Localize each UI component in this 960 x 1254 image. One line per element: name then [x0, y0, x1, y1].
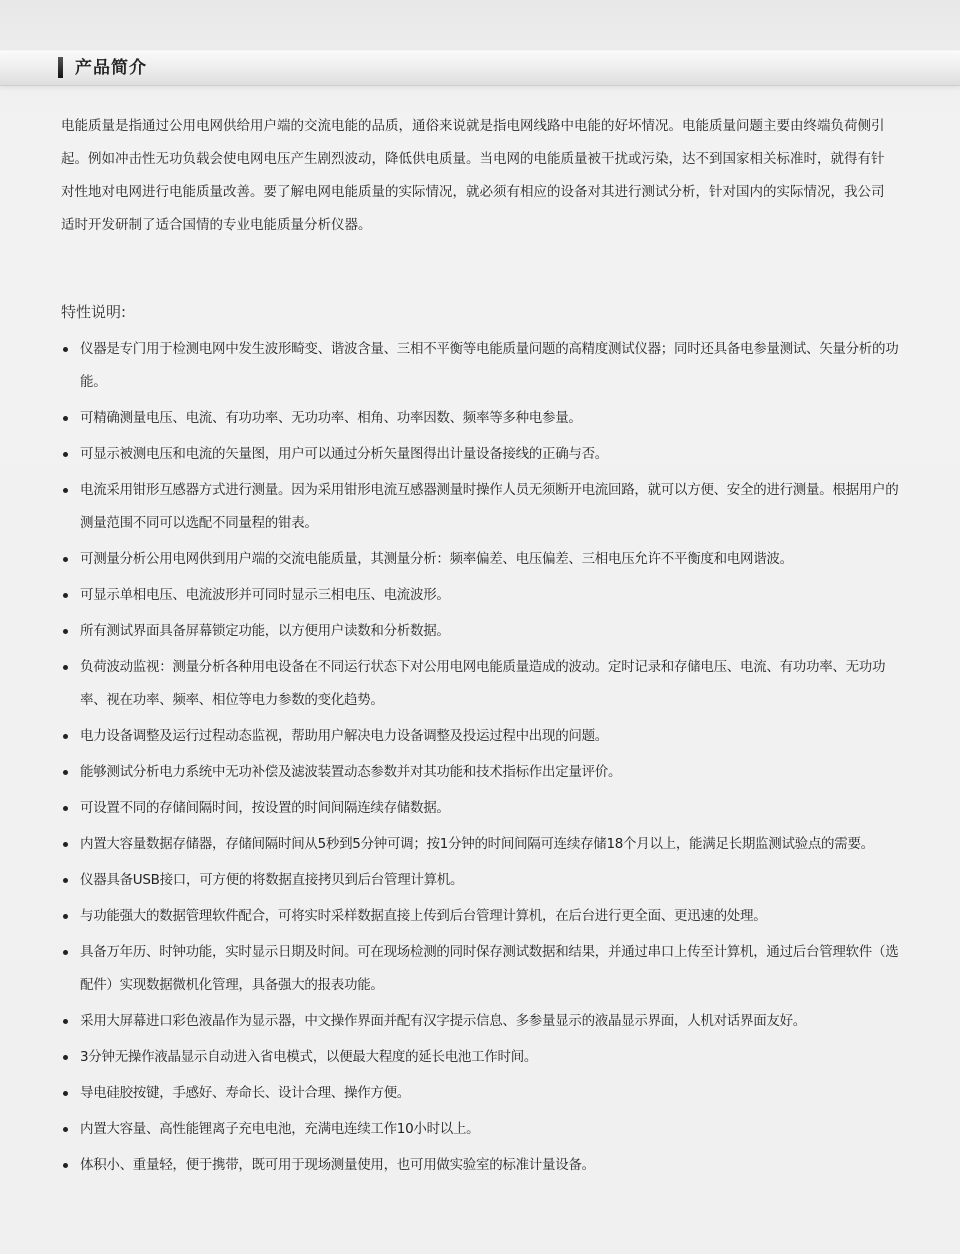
list-item: [61, 936, 901, 1002]
list-item-text: 内置大容量数据存储器，存储间隔时间从5秒到5分钟可调；按1分钟的时间间隔可连续存储18个月以上，能满足长期监测试验点的需要。: [80, 836, 874, 852]
bullet-icon: [63, 1127, 68, 1132]
bullet-icon: [63, 950, 68, 955]
list-item-text: 3分钟无操作液晶显示自动进入省电模式，以便最大程度的延长电池工作时间。: [80, 1049, 538, 1065]
bullet-icon: [63, 629, 68, 634]
list-item-text: 仪器是专门用于检测电网中发生波形畸变、谐波含量、三相不平衡等电能质量问题的高精度测试仪器；同时还具备电参量测试、矢量分析的功能。: [80, 341, 899, 390]
list-item-text: 所有测试界面具备屏幕锁定功能，以方便用户读数和分析数据。: [80, 623, 450, 639]
list-item: [61, 900, 901, 933]
list-item: [61, 828, 901, 861]
list-item: [61, 579, 901, 612]
list-item-text: 内置大容量、高性能锂离子充电电池，充满电连续工作10小时以上。: [80, 1121, 480, 1137]
bullet-icon: [63, 770, 68, 775]
list-item-text: 仪器具备USB接口，可方便的将数据直接拷贝到后台管理计算机。: [80, 872, 464, 888]
list-item: [61, 1041, 901, 1074]
bullet-icon: [63, 1019, 68, 1024]
bullet-icon: [63, 734, 68, 739]
bullet-icon: [63, 806, 68, 811]
list-item-text: 负荷波动监视：测量分析各种用电设备在不同运行状态下对公用电网电能质量造成的波动。定时记录和存储电压、电流、有功功率、无功功率、视在功率、频率、相位等电力参数的变化趋势。: [80, 659, 886, 708]
list-item-text: 导电硅胶按键，手感好、寿命长、设计合理、操作方便。: [80, 1085, 410, 1101]
section-header-bar: [0, 50, 960, 86]
section-marker-icon: [58, 57, 63, 78]
list-item: [61, 438, 901, 471]
section-title: 产品简介: [75, 58, 147, 78]
list-item-text: 与功能强大的数据管理软件配合，可将实时采样数据直接上传到后台管理计算机，在后台进行更全面、更迅速的处理。: [80, 908, 767, 924]
bullet-icon: [63, 347, 68, 352]
list-item: [61, 792, 901, 825]
list-item: [61, 720, 901, 753]
bullet-icon: [63, 452, 68, 457]
bullet-icon: [63, 842, 68, 847]
features-list: [61, 333, 901, 1185]
bullet-icon: [63, 1091, 68, 1096]
list-item: [61, 1149, 901, 1182]
features-heading: 特性说明:: [61, 303, 127, 321]
bullet-icon: [63, 416, 68, 421]
bullet-icon: [63, 878, 68, 883]
list-item-text: 能够测试分析电力系统中无功补偿及滤波装置动态参数并对其功能和技术指标作出定量评价。: [80, 764, 622, 780]
list-item: [61, 543, 901, 576]
list-item-text: 可显示被测电压和电流的矢量图，用户可以通过分析矢量图得出计量设备接线的正确与否。: [80, 446, 608, 462]
intro-paragraph: 电能质量是指通过公用电网供给用户端的交流电能的品质，通俗来说就是指电网线路中电能的好坏情况。电能质量问题主要由终端负荷侧引起。例如冲击性无功负载会使电网电压产生剧烈波动，降低供电质量。当电网的电能质量被干扰或污染，达不到国家相关标准时，就得有针对性地对电网进行电能质量改善。要了解电网电能质量的实际情况，就必须有相应的设备对其进行测试分析，针对国内的实际情况，我公司适时开发研制了适合国情的专业电能质量分析仪器。: [61, 118, 885, 233]
list-item: [61, 333, 901, 399]
bullet-icon: [63, 665, 68, 670]
bullet-icon: [63, 593, 68, 598]
bullet-icon: [63, 1163, 68, 1168]
list-item: [61, 474, 901, 540]
list-item: [61, 651, 901, 717]
list-item-text: 可测量分析公用电网供到用户端的交流电能质量，其测量分析：频率偏差、电压偏差、三相电压允许不平衡度和电网谐波。: [80, 551, 793, 567]
bullet-icon: [63, 488, 68, 493]
list-item: [61, 864, 901, 897]
list-item-text: 可精确测量电压、电流、有功功率、无功功率、相角、功率因数、频率等多种电参量。: [80, 410, 582, 426]
list-item-text: 电力设备调整及运行过程动态监视，帮助用户解决电力设备调整及投运过程中出现的问题。: [80, 728, 608, 744]
list-item: [61, 402, 901, 435]
list-item: [61, 1077, 901, 1110]
list-item: [61, 756, 901, 789]
bullet-icon: [63, 914, 68, 919]
bullet-icon: [63, 557, 68, 562]
list-item-text: 具备万年历、时钟功能，实时显示日期及时间。可在现场检测的同时保存测试数据和结果，并通过串口上传至计算机，通过后台管理软件（选配件）实现数据微机化管理，具备强大的报表功能。: [80, 944, 899, 993]
list-item-text: 体积小、重量轻，便于携带，既可用于现场测量使用，也可用做实验室的标准计量设备。: [80, 1157, 595, 1173]
list-item: [61, 1113, 901, 1146]
list-item: [61, 615, 901, 648]
list-item-text: 可设置不同的存储间隔时间，按设置的时间间隔连续存储数据。: [80, 800, 450, 816]
list-item-text: 可显示单相电压、电流波形并可同时显示三相电压、电流波形。: [80, 587, 450, 603]
list-item-text: 采用大屏幕进口彩色液晶作为显示器，中文操作界面并配有汉字提示信息、多参量显示的液晶显示界面，人机对话界面友好。: [80, 1013, 806, 1029]
list-item-text: 电流采用钳形互感器方式进行测量。因为采用钳形电流互感器测量时操作人员无须断开电流回路，就可以方便、安全的进行测量。根据用户的测量范围不同可以选配不同量程的钳表。: [80, 482, 899, 531]
bullet-icon: [63, 1055, 68, 1060]
list-item: [61, 1005, 901, 1038]
